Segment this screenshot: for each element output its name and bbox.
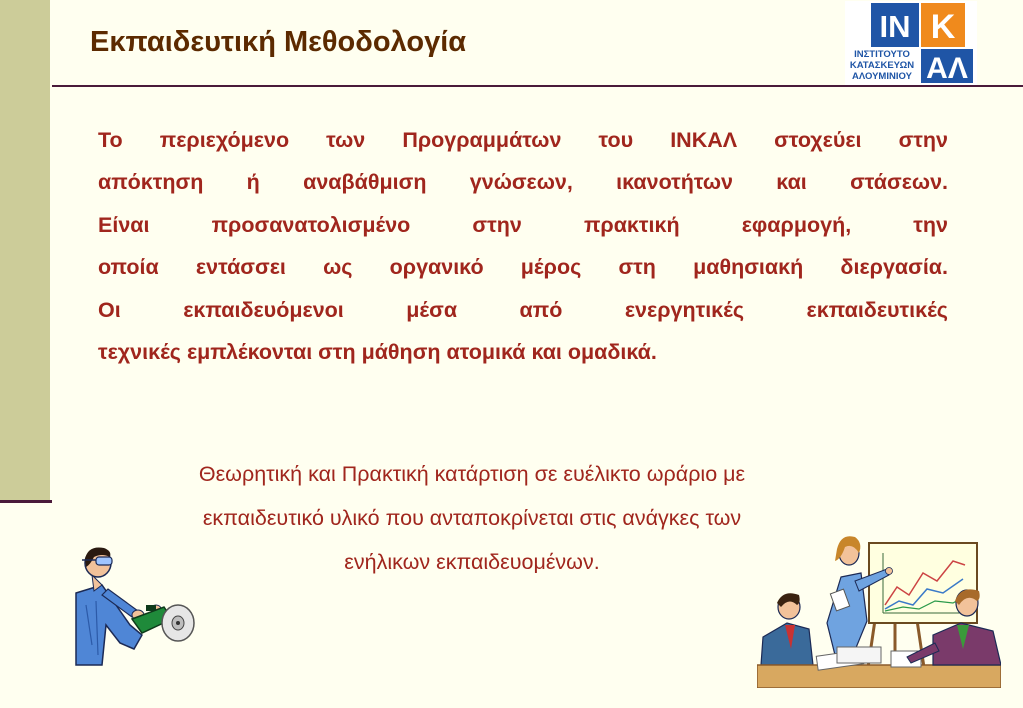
worker-with-grinder-clipart	[72, 545, 202, 667]
inkal-logo	[845, 1, 977, 85]
left-accent-bar	[0, 0, 50, 503]
paragraph-line: Είναι προσανατολισμένο στην πρακτική εφαρμογή, την	[98, 212, 948, 237]
logo-k-text: Κ	[930, 8, 956, 46]
paragraph-line: απόκτηση ή αναβάθμιση γνώσεων, ικανοτήτων και στάσεων.	[98, 170, 948, 195]
methodology-paragraph	[98, 119, 948, 373]
logo-line-2: ΚΑΤΑΣΚΕΥΩΝ	[849, 60, 915, 71]
title-underline	[52, 85, 1023, 87]
business-meeting-clipart	[757, 525, 1001, 688]
left-accent-divider	[0, 500, 52, 503]
paragraph-line: Οι εκπαιδευόμενοι μέσα από ενεργητικές εκπαιδευτικές	[98, 297, 948, 322]
logo-line-1: ΙΝΣΤΙΤΟΥΤΟ	[854, 49, 910, 60]
paragraph-line: οποία εντάσσει ως οργανικό μέρος στη μαθησιακή διεργασία.	[98, 255, 948, 280]
paragraph-line: Το περιεχόμενο των Προγραμμάτων του ΙΝΚΑΛ στοχεύει στην	[98, 128, 948, 152]
logo-al-text: ΑΛ	[926, 52, 968, 85]
highlight-line: Θεωρητική και Πρακτική κατάρτιση σε ευέλικτο ωράριο με	[198, 462, 746, 486]
paragraph-line: τεχνικές εμπλέκονται στη μάθηση ατομικά και ομαδικά.	[98, 339, 657, 364]
logo-in-text: IN	[879, 9, 911, 44]
highlight-line: ενήλικων εκπαιδευομένων.	[344, 550, 600, 574]
highlight-line: εκπαιδευτικό υλικό που ανταποκρίνεται στις ανάγκες των	[202, 506, 742, 530]
logo-line-3: ΑΛΟΥΜΙΝΙΟΥ	[852, 71, 912, 82]
slide-title: Εκπαιδευτική Μεθοδολογία	[90, 26, 467, 58]
